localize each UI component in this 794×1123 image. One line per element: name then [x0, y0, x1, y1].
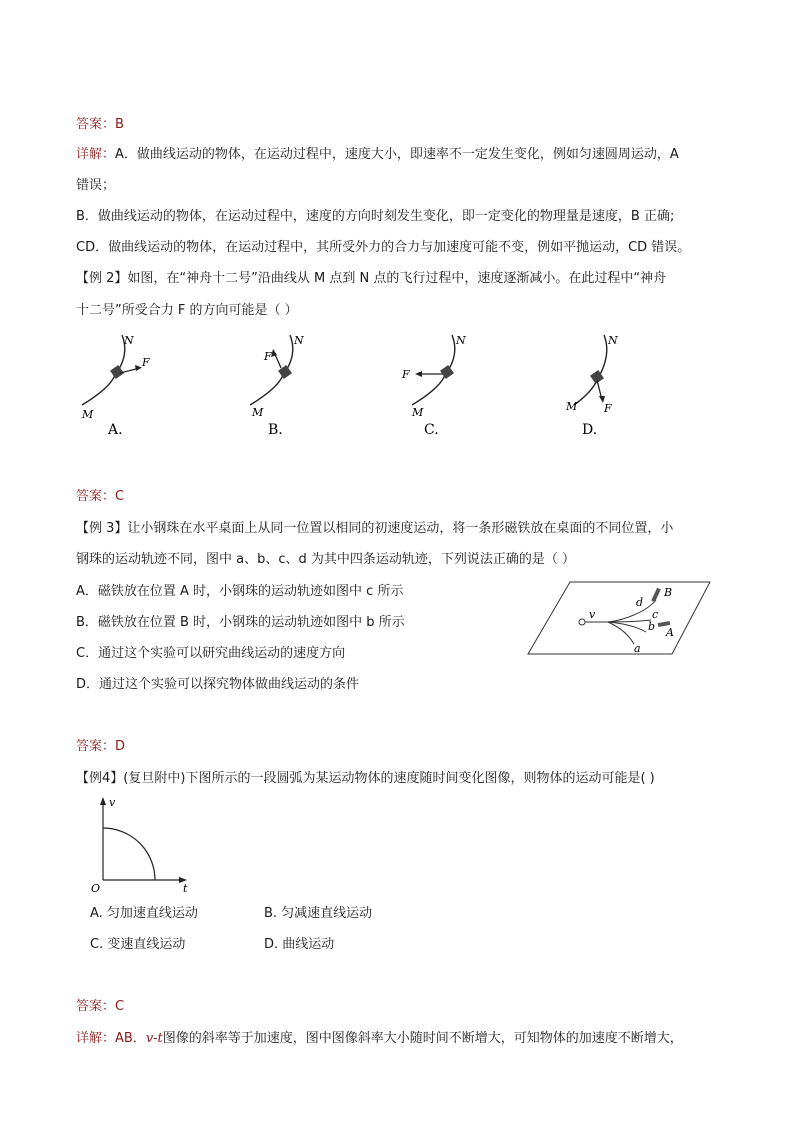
- example-3-line-2: 钢珠的运动轨迹不同，图中 a、b、c、d 为其中四条运动轨迹，下列说法正确的是（ ）: [76, 552, 576, 567]
- origin-label: O: [91, 882, 101, 895]
- caption-a: A.: [108, 422, 123, 438]
- example-4-option-a: A. 匀加速直线运动: [90, 906, 198, 921]
- caption-b: B.: [268, 422, 283, 438]
- caption-d: D.: [582, 422, 598, 438]
- label-B: B: [664, 586, 673, 599]
- label-F: F: [142, 356, 150, 369]
- answer-4: 答案：C: [76, 999, 125, 1014]
- label-N: N: [124, 334, 134, 347]
- example-4-text: 下图所示的一段圆弧为某运动物体的速度随时间变化图像，则物体的运动可能是( ): [185, 771, 655, 786]
- caption-c: C.: [424, 422, 439, 438]
- answer-1: 答案：B: [76, 117, 124, 132]
- example-4-option-b: B. 匀减速直线运动: [264, 906, 373, 921]
- label-M: M: [82, 408, 94, 421]
- example-4-option-c: C. 变速直线运动: [90, 937, 186, 952]
- label-M: M: [566, 400, 578, 413]
- label-F: F: [264, 350, 272, 363]
- detail-1-a2: 错误；: [76, 178, 116, 193]
- label-M: M: [252, 406, 264, 419]
- example-3-option-c: C．通过这个实验可以研究曲线运动的速度方向: [76, 646, 346, 661]
- answer-3: 答案：D: [76, 739, 126, 754]
- example-2-text-1: 如图，在“神舟十二号”沿曲线从 M 点到 N 点的飞行过程中，速度逐渐减小。在此过程中“神舟: [127, 271, 667, 286]
- example-3-option-b: B．磁铁放在位置 B 时，小钢珠的运动轨迹如图中 b 所示: [76, 615, 405, 630]
- detail-4-vt: v-t: [145, 1031, 163, 1046]
- label-N: N: [294, 334, 304, 347]
- example-3-tag: 【例 3】: [76, 521, 128, 536]
- example-3-option-a: A．磁铁放在位置 A 时，小钢珠的运动轨迹如图中 c 所示: [76, 584, 404, 599]
- detail-1-cd: CD．做曲线运动的物体，在运动过程中，其所受外力的合力与加速度可能不变，例如平抛运动，CD 错误。: [76, 240, 691, 255]
- answer-2: 答案：C: [76, 489, 125, 504]
- detail-4-prefix: 详解：AB．: [76, 1031, 146, 1046]
- label-b: b: [648, 620, 656, 633]
- example-4-line: [76, 770, 655, 788]
- label-v: v: [589, 608, 596, 621]
- detail-1-prefix: 详解：: [76, 147, 116, 162]
- label-A: A: [666, 626, 674, 639]
- example-2-tag: 【例 2】: [76, 271, 128, 286]
- detail-1-a: [76, 146, 679, 164]
- example-3-text-1: 让小钢珠在水平桌面上从同一位置以相同的初速度运动，将一条形磁铁放在桌面的不同位置，小: [127, 521, 674, 536]
- example-4-source: (复旦附中): [123, 771, 186, 786]
- figure-2d: [562, 330, 662, 440]
- example-3-option-d: D．通过这个实验可以探究物体做曲线运动的条件: [76, 677, 360, 692]
- label-N: N: [456, 334, 466, 347]
- example-2-line-2: 十二号”所受合力 F 的方向可能是（ ）: [76, 303, 298, 318]
- detail-4: [76, 1030, 683, 1048]
- label-F: F: [402, 368, 410, 381]
- label-c: c: [652, 608, 659, 621]
- axis-label-t: t: [183, 882, 188, 895]
- figure-2c: [400, 330, 500, 440]
- figure-2b: [248, 330, 348, 440]
- label-a: a: [634, 642, 641, 655]
- label-N: N: [608, 334, 618, 347]
- figure-4-vt-graph: [88, 794, 198, 896]
- label-d: d: [636, 596, 644, 609]
- label-F: F: [604, 402, 612, 415]
- figure-2a: [80, 330, 180, 440]
- detail-1-b: B．做曲线运动的物体，在运动过程中，速度的方向时刻发生变化，即一定变化的物理量是速度，B 正确;: [76, 209, 675, 224]
- figure-3: [526, 580, 712, 656]
- example-2-line-1: [76, 270, 666, 288]
- axis-label-v: v: [109, 796, 116, 809]
- example-4-tag: 【例4】: [76, 771, 124, 786]
- detail-1-a-text: A．做曲线运动的物体，在运动过程中，速度大小，即速率不一定发生变化，例如匀速圆周运动，A: [115, 147, 679, 162]
- detail-4-text: 图像的斜率等于加速度，图中图像斜率大小随时间不断增大，可知物体的加速度不断增大，: [162, 1031, 683, 1046]
- label-M: M: [412, 406, 424, 419]
- example-3-line-1: [76, 520, 673, 538]
- example-4-option-d: D. 曲线运动: [264, 937, 335, 952]
